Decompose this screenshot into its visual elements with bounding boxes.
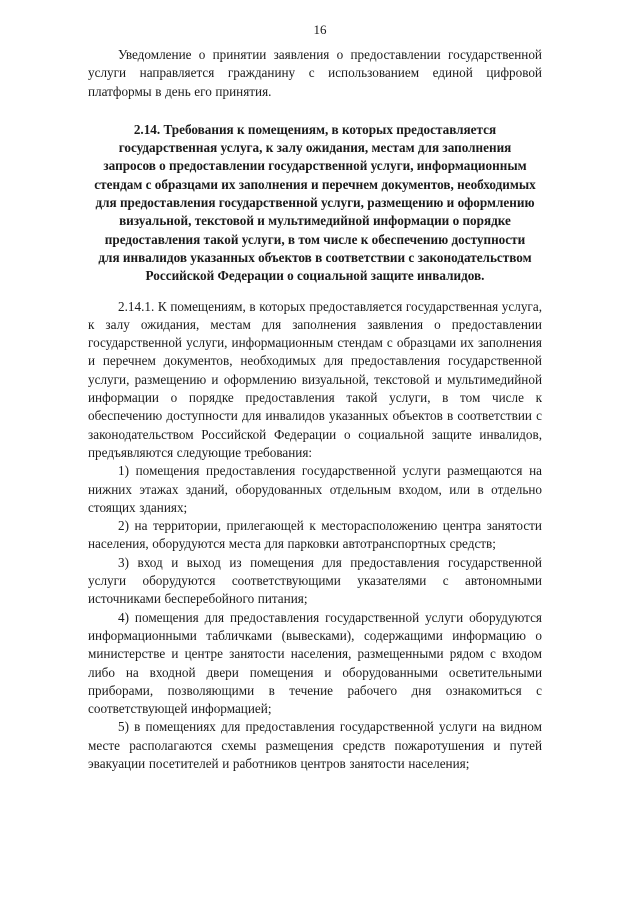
- list-item: 5) в помещениях для предоставления государственной услуги на видном месте располагаются схемы размещения средств пожаротушения и путей эвакуации посетителей и работников центров занятости населения;: [88, 719, 542, 771]
- list-item: 3) вход и выход из помещения для предоставления государственной услуги оборудуются соответствующими указателями с автономными источниками бесперебойного питания;: [88, 554, 542, 607]
- intro-paragraph: Уведомление о принятии заявления о предоставлении государственной услуги направляется гражданину с использованием единой цифровой платформы в день его принятия.: [88, 47, 542, 99]
- list-item: 1) помещения предоставления государственной услуги размещаются на нижних этажах зданий, оборудованных отдельным входом, или в отдельно стоящих зданиях;: [88, 463, 542, 515]
- page-body: [88, 46, 542, 773]
- page-number: 16: [313, 22, 327, 37]
- list-item: 4) помещения для предоставления государственной услуги оборудуются информационными табличками (вывесками), содержащими информацию о министерстве и центре занятости населения, размещенными рядом с входом либо на входной двери помещения и оборудованными осветительными приборами, позволяющими в течение рабочего дня ознакомиться с соответствующей информацией;: [88, 609, 542, 717]
- list-item: 2) на территории, прилегающей к месторасположению центра занятости населения, оборудуются места для парковки автотранспортных средств;: [88, 518, 542, 552]
- section-heading: 2.14. Требования к помещениям, в которых предоставляется государственная услуга, к залу ожидания, местам для заполнения запросов о предоставлении государственной услуги, информационным стендам с образцами их заполнения и перечнем документов, необходимых для предоставления государственной услуги, размещению и оформлению визуальной, текстовой и мультимедийной информации о порядке предоставления такой услуги, в том числе к обеспечению доступности для инвалидов указанных объектов в соответствии с законодательством Российской Федерации о социальной защите инвалидов.: [94, 121, 536, 284]
- main-paragraph: 2.14.1. К помещениям, в которых предоставляется государственная услуга, к залу ожидания, местам для заполнения заявления о предоставлении государственной услуги, информационным стендам с образцами их заполнения и перечнем документов, необходимых для предоставления государственной услуги, размещению и оформлению визуальной, текстовой и мультимедийной информации о порядке предоставления такой услуги, в том числе к обеспечению доступности для инвалидов указанных объектов в соответствии с законодательством Российской Федерации о социальной защите инвалидов, предъявляются следующие требования:: [88, 298, 542, 460]
